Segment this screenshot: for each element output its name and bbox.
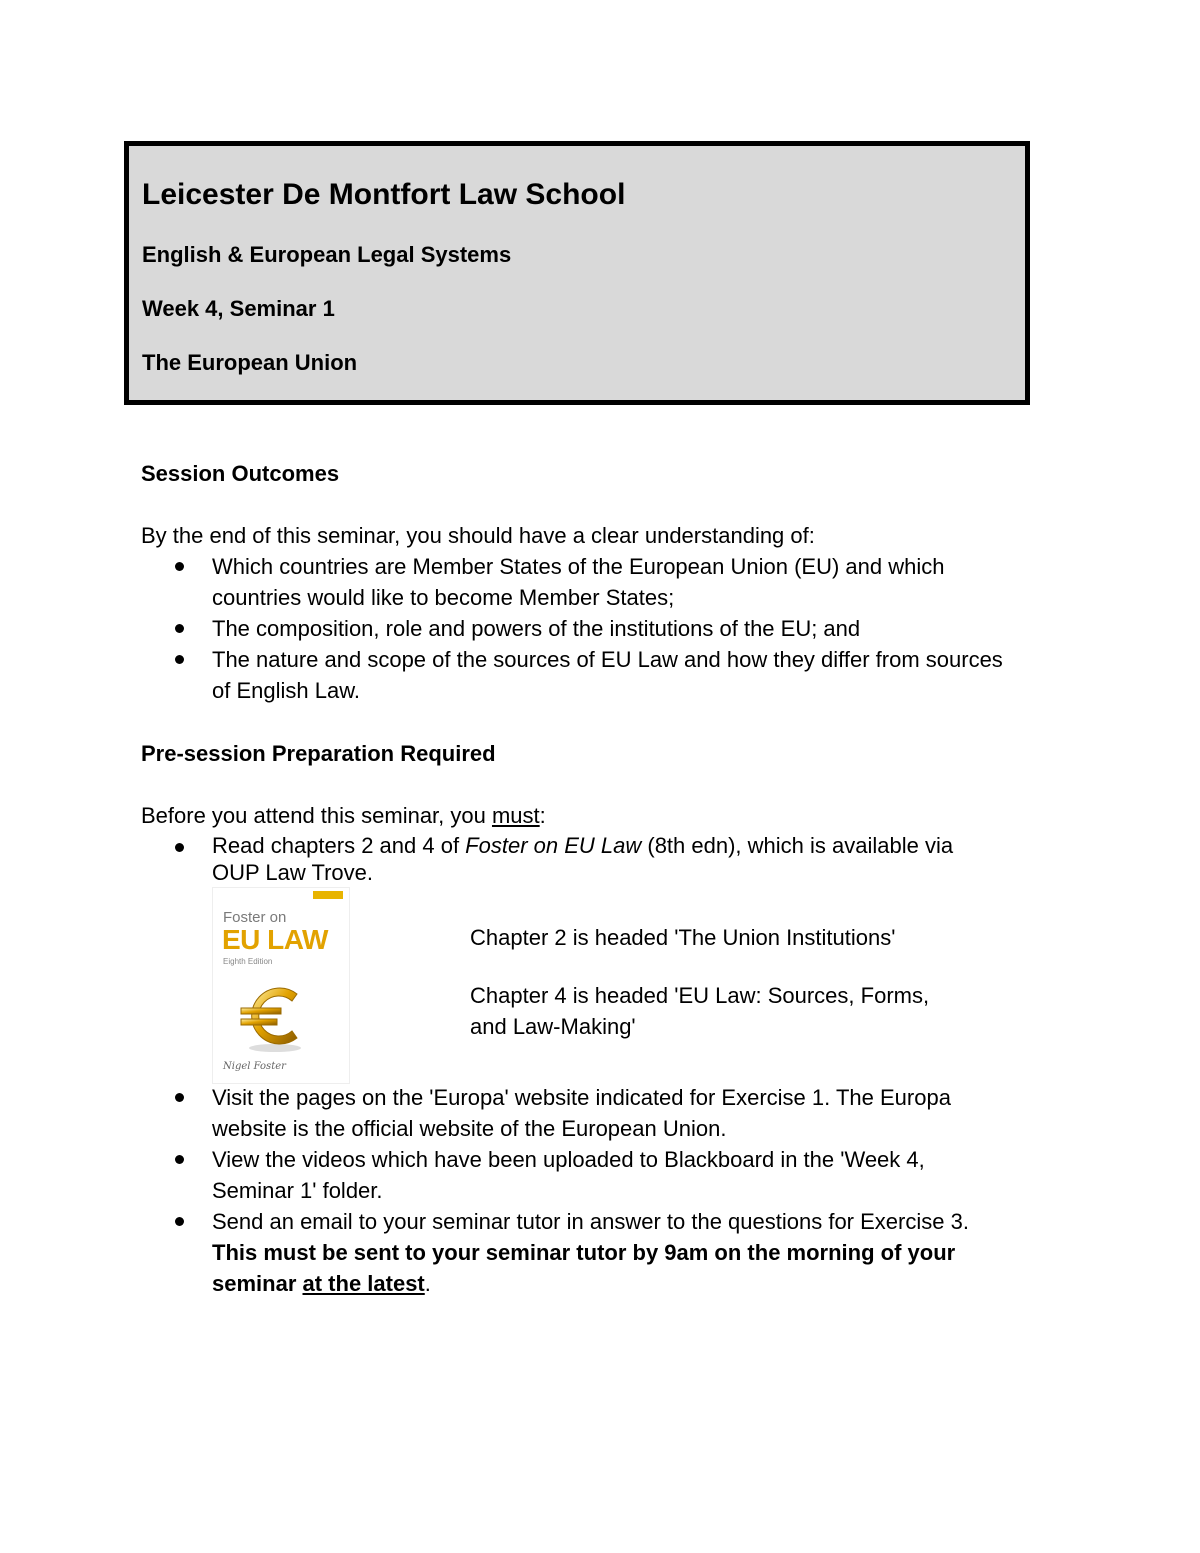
outcome-2-line1: The composition, role and powers of the institutions of the EU; and — [212, 616, 861, 641]
list-item — [212, 1206, 1072, 1299]
edition-tag — [313, 891, 343, 899]
chapter-2-note: Chapter 2 is headed 'The Union Institutions' — [470, 925, 896, 950]
chapter-4-note-line1: Chapter 4 is headed 'EU Law: Sources, Forms, — [470, 983, 930, 1008]
cover-eu-law: EU LAW — [222, 924, 328, 955]
header-box — [124, 141, 1030, 405]
email-end: . — [424, 1271, 431, 1296]
europa-line1: Visit the pages on the 'Europa' website indicated for Exercise 1. The Europa — [212, 1085, 951, 1110]
email-at-the-latest: at the latest — [302, 1271, 425, 1296]
outcome-3-line2: of English Law. — [212, 678, 360, 703]
outcome-3-line1: The nature and scope of the sources of EU Law and how they differ from sources — [212, 647, 1003, 672]
list-item — [212, 1082, 1072, 1144]
book-cover-image — [212, 887, 350, 1084]
euro-symbol-icon — [235, 976, 315, 1056]
read-line1 — [212, 832, 1072, 859]
outcomes-heading: Session Outcomes — [141, 461, 340, 486]
book-title: Foster on EU Law — [465, 833, 642, 858]
prep-intro-before: Before you attend this seminar, you — [141, 803, 492, 828]
list-item — [212, 1144, 1072, 1206]
europa-line2: website is the official website of the European Union. — [212, 1116, 727, 1141]
bullet-dot-icon — [175, 624, 184, 633]
school-title: Leicester De Montfort Law School — [142, 178, 626, 211]
email-bold2: seminar — [212, 1271, 303, 1296]
topic: The European Union — [142, 350, 358, 375]
prep-heading: Pre-session Preparation Required — [141, 741, 496, 766]
email-deadline-line2 — [212, 1268, 1072, 1299]
list-item — [212, 613, 1072, 644]
prep-intro-must: must — [491, 803, 540, 828]
bullet-dot-icon — [175, 655, 184, 664]
outcome-1-line1: Which countries are Member States of the European Union (EU) and which — [212, 554, 945, 579]
bullet-dot-icon — [175, 562, 184, 571]
chapter-4-note-line2: and Law-Making' — [470, 1014, 636, 1039]
module-name: English & European Legal Systems — [142, 242, 512, 267]
list-item — [212, 832, 1072, 886]
outcome-1-line2: countries would like to become Member States; — [212, 585, 675, 610]
cover-foster-on: Foster on — [223, 909, 287, 926]
email-line1: Send an email to your seminar tutor in answer to the questions for Exercise 3. — [212, 1209, 969, 1234]
list-item — [212, 644, 1072, 706]
bullet-dot-icon — [175, 1217, 184, 1226]
read-post: (8th edn), which is available via — [641, 833, 954, 858]
list-item — [212, 551, 1072, 613]
read-pre: Read chapters 2 and 4 of — [212, 833, 466, 858]
cover-edition: Eighth Edition — [223, 957, 273, 966]
email-deadline-line1: This must be sent to your seminar tutor by 9am on the morning of your — [212, 1240, 956, 1265]
prep-intro — [141, 800, 546, 831]
videos-line2: Seminar 1' folder. — [212, 1178, 383, 1203]
videos-line1: View the videos which have been uploaded to Blackboard in the 'Week 4, — [212, 1147, 925, 1172]
cover-author: Nigel Foster — [223, 1061, 286, 1072]
week-seminar: Week 4, Seminar 1 — [142, 296, 335, 321]
outcomes-intro: By the end of this seminar, you should have a clear understanding of: — [141, 523, 815, 548]
prep-intro-after: : — [539, 803, 546, 828]
bullet-dot-icon — [175, 1093, 184, 1102]
read-line2: OUP Law Trove. — [212, 860, 373, 885]
bullet-dot-icon — [175, 1155, 184, 1164]
bullet-dot-icon — [175, 843, 184, 852]
